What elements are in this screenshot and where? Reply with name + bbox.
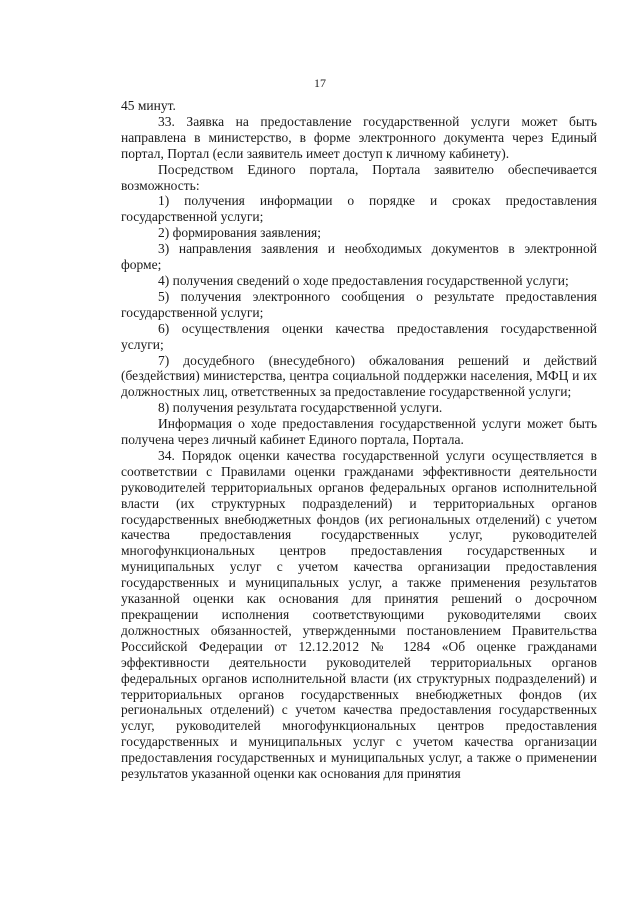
paragraph-item-33: 33. Заявка на предоставление государственной услуги может быть направлена в министерство, в форме электронного документа через Единый портал, Портал (если заявитель имеет доступ к личному кабинету). [121, 113, 597, 161]
list-item-1: 1) получения информации о порядке и сроках предоставления государственной услуги; [121, 193, 597, 225]
paragraph-status-info: Информация о ходе предоставления государственной услуги может быть получена через личный кабинет Единого портала, Портала. [121, 416, 597, 448]
list-item-7: 7) досудебного (внесудебного) обжалования решений и действий (бездействия) министерства, центра социальной поддержки населения, МФЦ и их должностных лиц, ответственных за предоставление государственной услуги; [121, 352, 597, 400]
paragraph-item-34: 34. Порядок оценки качества государственной услуги осуществляется в соответствии с Правилами оценки гражданами эффективности деятельности руководителей территориальных органов федеральных органов исполнительной власти (их структурных подразделений) и территориальных органов государственных внебюджетных фондов (их региональных отделений) с учетом качества предоставления государственных услуг, руководителей многофункциональных центров предоставления государственных и муниципальных услуг с учетом качества организации предоставления государственных и муниципальных услуг, а также применения результатов указанной оценки как основания для принятия решений о досрочном прекращении исполнения соответствующими руководителями своих должностных обязанностей, утвержденными постановлением Правительства Российской Федерации от 12.12.2012 № 1284 «Об оценке гражданами эффективности деятельности руководителей территориальных органов федеральных органов исполнительной власти (их структурных подразделений) и территориальных органов государственных внебюджетных фондов (их региональных отделений) с учетом качества предоставления государственных услуг, руководителей многофункциональных центров предоставления государственных и муниципальных услуг с учетом качества организации предоставления государственных и муниципальных услуг, а также о применении результатов указанной оценки как основания для принятия [121, 447, 597, 782]
list-item-4: 4) получения сведений о ходе предоставления государственной услуги; [158, 272, 569, 288]
list-item-2: 2) формирования заявления; [158, 225, 322, 241]
list-item-8: 8) получения результата государственной услуги. [158, 400, 443, 416]
list-item-5: 5) получения электронного сообщения о результате предоставления государственной услуги; [121, 288, 597, 320]
page-number: 17 [314, 76, 326, 90]
paragraph-portal-intro: Посредством Единого портала, Портала заявителю обеспечивается возможность: [121, 161, 597, 193]
document-body [121, 98, 597, 782]
list-item-6: 6) осуществления оценки качества предоставления государственной услуги; [121, 320, 597, 352]
list-item-3: 3) направления заявления и необходимых документов в электронной форме; [121, 241, 597, 273]
paragraph-continuation: 45 минут. [121, 98, 176, 113]
